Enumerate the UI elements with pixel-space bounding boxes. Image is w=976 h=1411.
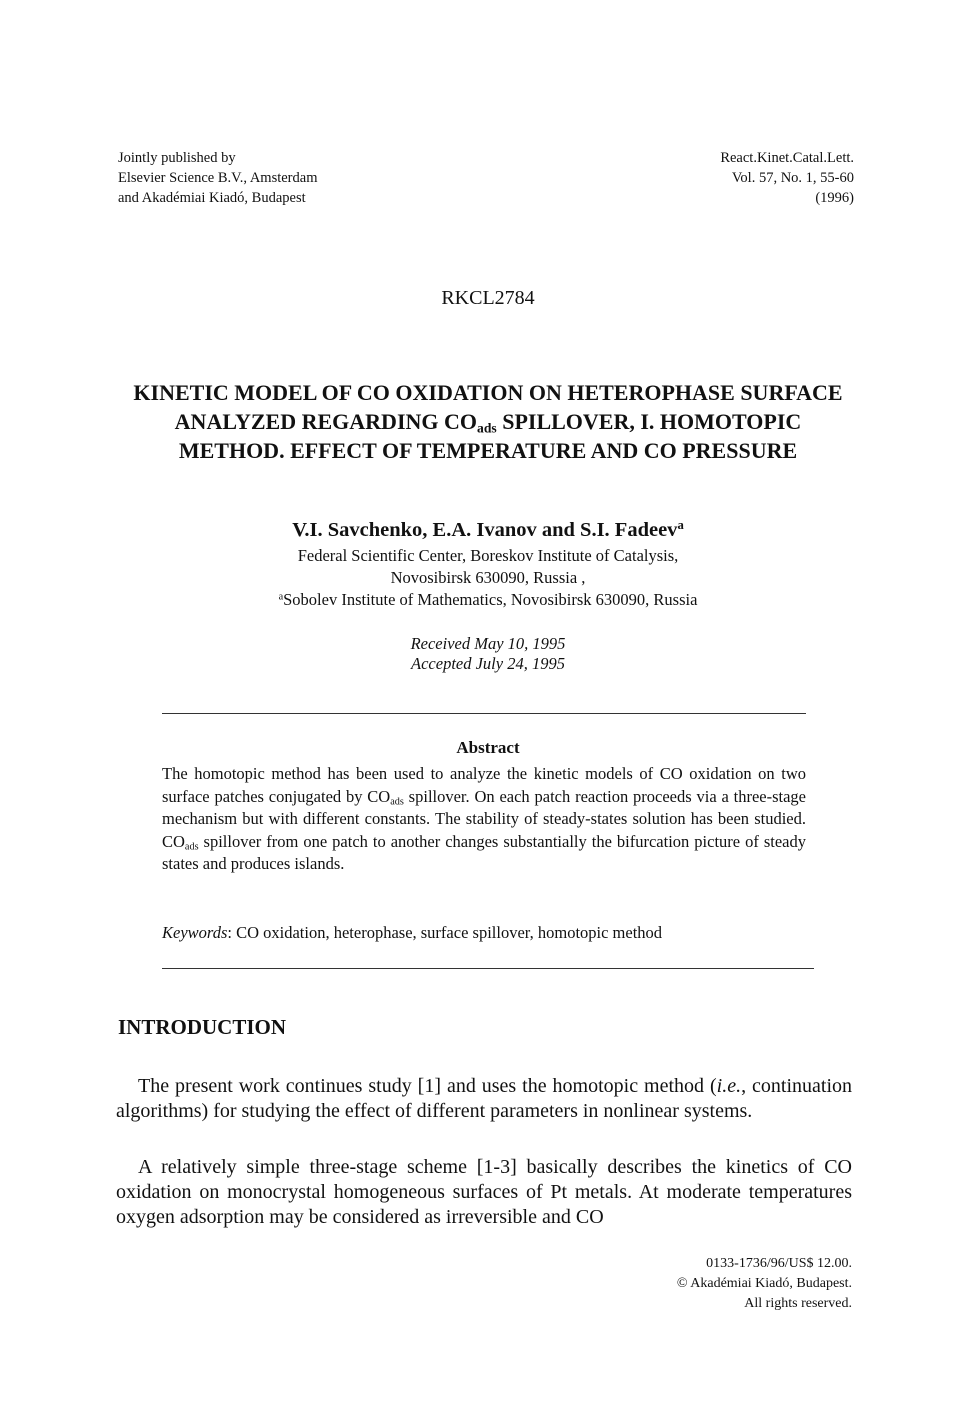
journal-name: React.Kinet.Catal.Lett. (720, 150, 854, 166)
affiliation-line-3-text: Sobolev Institute of Mathematics, Novosibirsk 630090, Russia (283, 590, 698, 609)
footer-rights: All rights reserved. (744, 1296, 852, 1311)
publisher-info (118, 148, 317, 208)
title-subscript: ads (477, 420, 497, 436)
intro-paragraph-1 (116, 1074, 852, 1124)
title-part-1: KINETIC MODEL OF CO OXIDATION ON HETEROPHASE SURFACE ANALYZED REGARDING CO (133, 380, 843, 434)
paper-title (130, 378, 846, 465)
author-names: V.I. Savchenko, E.A. Ivanov and S.I. Fadeev (292, 519, 678, 541)
affiliations (0, 545, 976, 611)
divider-bottom (162, 968, 814, 969)
dates (0, 634, 976, 674)
abstract-subscript-1: ads (390, 796, 404, 808)
keywords (162, 923, 812, 943)
publisher-line: Jointly published by (118, 150, 236, 166)
article-code: RKCL2784 (441, 287, 535, 309)
accepted-date: Accepted July 24, 1995 (411, 654, 565, 673)
author-superscript: a (677, 518, 684, 533)
footer-price: 0133-1736/96/US$ 12.00. (706, 1256, 852, 1271)
received-date: Received May 10, 1995 (410, 634, 566, 653)
title-part-2: SPILLOVER, I. HOMOTOPIC METHOD. EFFECT OF TEMPERATURE AND CO PRESSURE (178, 409, 802, 463)
copyright-footer (677, 1254, 852, 1314)
intro-p1-text-b: , continuation algorithms) for studying the effect of different parameters in nonlinear systems. (116, 1075, 853, 1122)
affiliation-line-1: Federal Scientific Center, Boreskov Institute of Catalysis, (297, 546, 679, 565)
abstract-subscript-2: ads (184, 841, 199, 853)
journal-year: (1996) (815, 190, 854, 206)
publisher-line: Elsevier Science B.V., Amsterdam (118, 170, 318, 186)
abstract-text-1: The homotopic method has been used to analyze the kinetic models of CO oxidation on two surface patches conjugated by CO (162, 764, 806, 806)
divider-top (162, 713, 806, 714)
affiliation-superscript: a (278, 591, 284, 603)
affiliation-line-3 (0, 589, 976, 611)
journal-info (720, 148, 854, 208)
footer-copyright: © Akadémiai Kiadó, Budapest. (676, 1276, 852, 1291)
authors (0, 519, 976, 542)
keywords-text: : CO oxidation, heterophase, surface spillover, homotopic method (227, 923, 663, 942)
intro-paragraph-2 (116, 1155, 852, 1230)
affiliation-line-2: Novosibirsk 630090, Russia , (390, 568, 586, 587)
abstract-text-3: spillover from one patch to another changes substantially the bifurcation picture of steady states and produces islands. (162, 831, 806, 874)
intro-p2-text: A relatively simple three-stage scheme [1-3] basically describes the kinetics of CO oxidation on monocrystal homogeneous surfaces of Pt metals. At moderate temperatures oxygen adsorption may be considered as irreversible and CO (116, 1156, 852, 1228)
introduction-heading: INTRODUCTION (118, 1015, 287, 1039)
abstract-heading: Abstract (456, 738, 520, 757)
abstract-body (162, 763, 806, 876)
keywords-label: Keywords (162, 923, 228, 942)
abstract-text-2: spillover. On each patch reaction proceeds via a three-stage mechanism but with different constants. The stability of steady-states solution has been studied. CO (162, 786, 806, 851)
intro-p1-ie: i.e. (716, 1075, 742, 1097)
publisher-line: and Akadémiai Kiadó, Budapest (118, 190, 306, 206)
journal-volume: Vol. 57, No. 1, 55-60 (731, 170, 854, 186)
intro-p1-text-a: The present work continues study [1] and uses the homotopic method ( (138, 1075, 717, 1097)
